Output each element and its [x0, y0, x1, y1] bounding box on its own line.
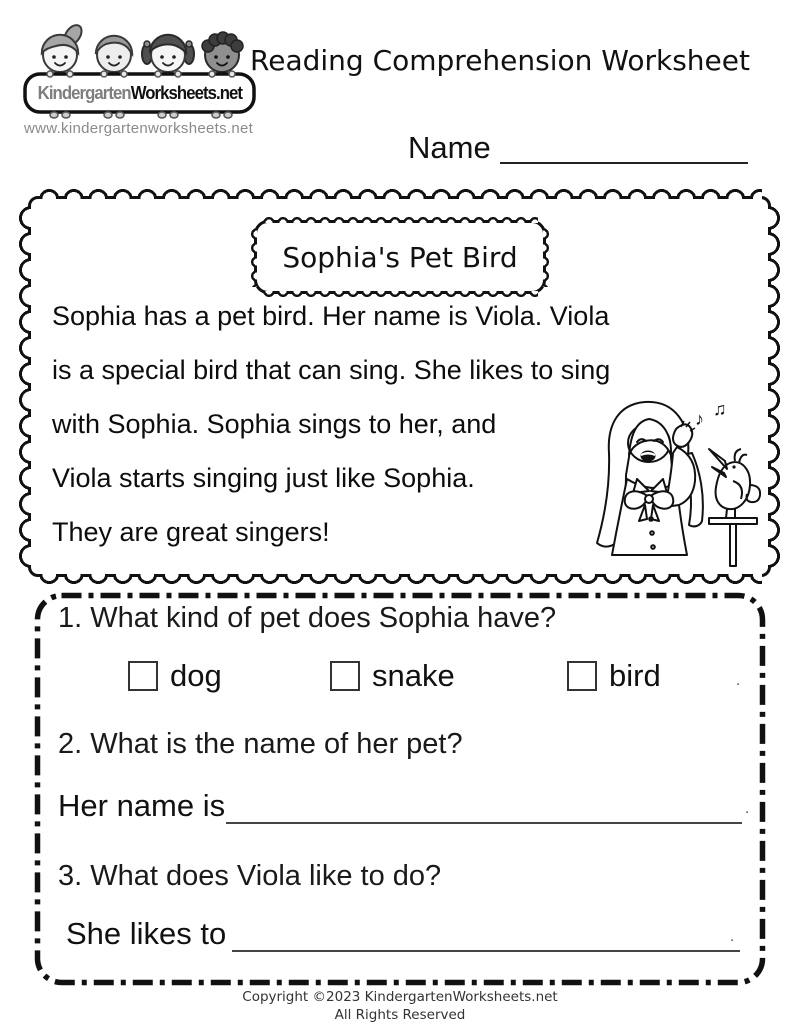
bubble-scallop-left [250, 227, 257, 287]
story-line: Sophia has a pet bird. Her name is Viola. Viola [52, 301, 610, 331]
logo-url: www.kindergartenworksheets.net [24, 120, 254, 137]
kid-avatar-4 [202, 32, 243, 72]
kid-avatar-3 [142, 35, 194, 72]
kid-avatar-1 [42, 22, 85, 72]
option-label-bird: bird [609, 658, 661, 693]
question-3: 3. What does Viola like to do? [58, 860, 442, 892]
site-logo [22, 22, 257, 122]
story-line: They are great singers! [52, 517, 330, 547]
bubble-scallop-right [543, 227, 550, 287]
kid-avatar-2 [96, 36, 132, 72]
story-title: Sophia's Pet Bird [282, 240, 518, 274]
music-note-icon: ♪ [695, 409, 704, 429]
checkbox-bird[interactable] [567, 661, 597, 691]
music-note-icon: ♫ [713, 399, 727, 419]
answer-line-q2[interactable] [226, 784, 742, 824]
answer-line-q3[interactable] [232, 912, 740, 952]
option-dog [128, 658, 222, 694]
story-line: with Sophia. Sophia sings to her, and [52, 409, 497, 439]
story-title-bubble [254, 220, 546, 294]
story-illustration [583, 397, 766, 569]
checkbox-snake[interactable] [330, 661, 360, 691]
question-2: 2. What is the name of her pet? [58, 728, 463, 760]
logo-text-worksheets: Worksheets.net [130, 83, 243, 103]
checkbox-dog[interactable] [128, 661, 158, 691]
name-input-line[interactable] [500, 130, 748, 164]
scallop-edge-right [768, 205, 780, 568]
bubble-scallop-top [262, 216, 538, 223]
logo-text-kindergarten: Kindergarten [37, 83, 131, 103]
option-label-snake: snake [372, 658, 455, 693]
girl-illustration [597, 402, 703, 555]
story-line: Viola starts singing just like Sophia. [52, 463, 475, 493]
period-mark: . [745, 800, 750, 817]
period-mark: . [730, 928, 735, 945]
story-line: is a special bird that can sing. She likes to sing [52, 355, 611, 385]
scallop-edge-left [19, 205, 31, 568]
page-title: Reading Comprehension Worksheet [250, 44, 750, 77]
footer-rights: All Rights Reserved [334, 1007, 466, 1023]
answer-prefix-q3: She likes to [66, 916, 227, 951]
option-label-dog: dog [170, 658, 222, 693]
name-label: Name [408, 130, 491, 165]
option-snake [330, 658, 455, 694]
question-1: 1. What kind of pet does Sophia have? [58, 602, 557, 634]
logo-wordmark [38, 78, 242, 109]
answer-prefix-q2: Her name is [58, 788, 226, 823]
story-text [52, 289, 610, 559]
scallop-edge-bottom [37, 574, 762, 586]
period-mark: . [736, 672, 741, 689]
scallop-edge-top [37, 187, 762, 199]
option-bird [567, 658, 661, 694]
bird-illustration [709, 449, 760, 566]
footer-copyright: Copyright ©2023 KindergartenWorksheets.net [242, 989, 558, 1005]
